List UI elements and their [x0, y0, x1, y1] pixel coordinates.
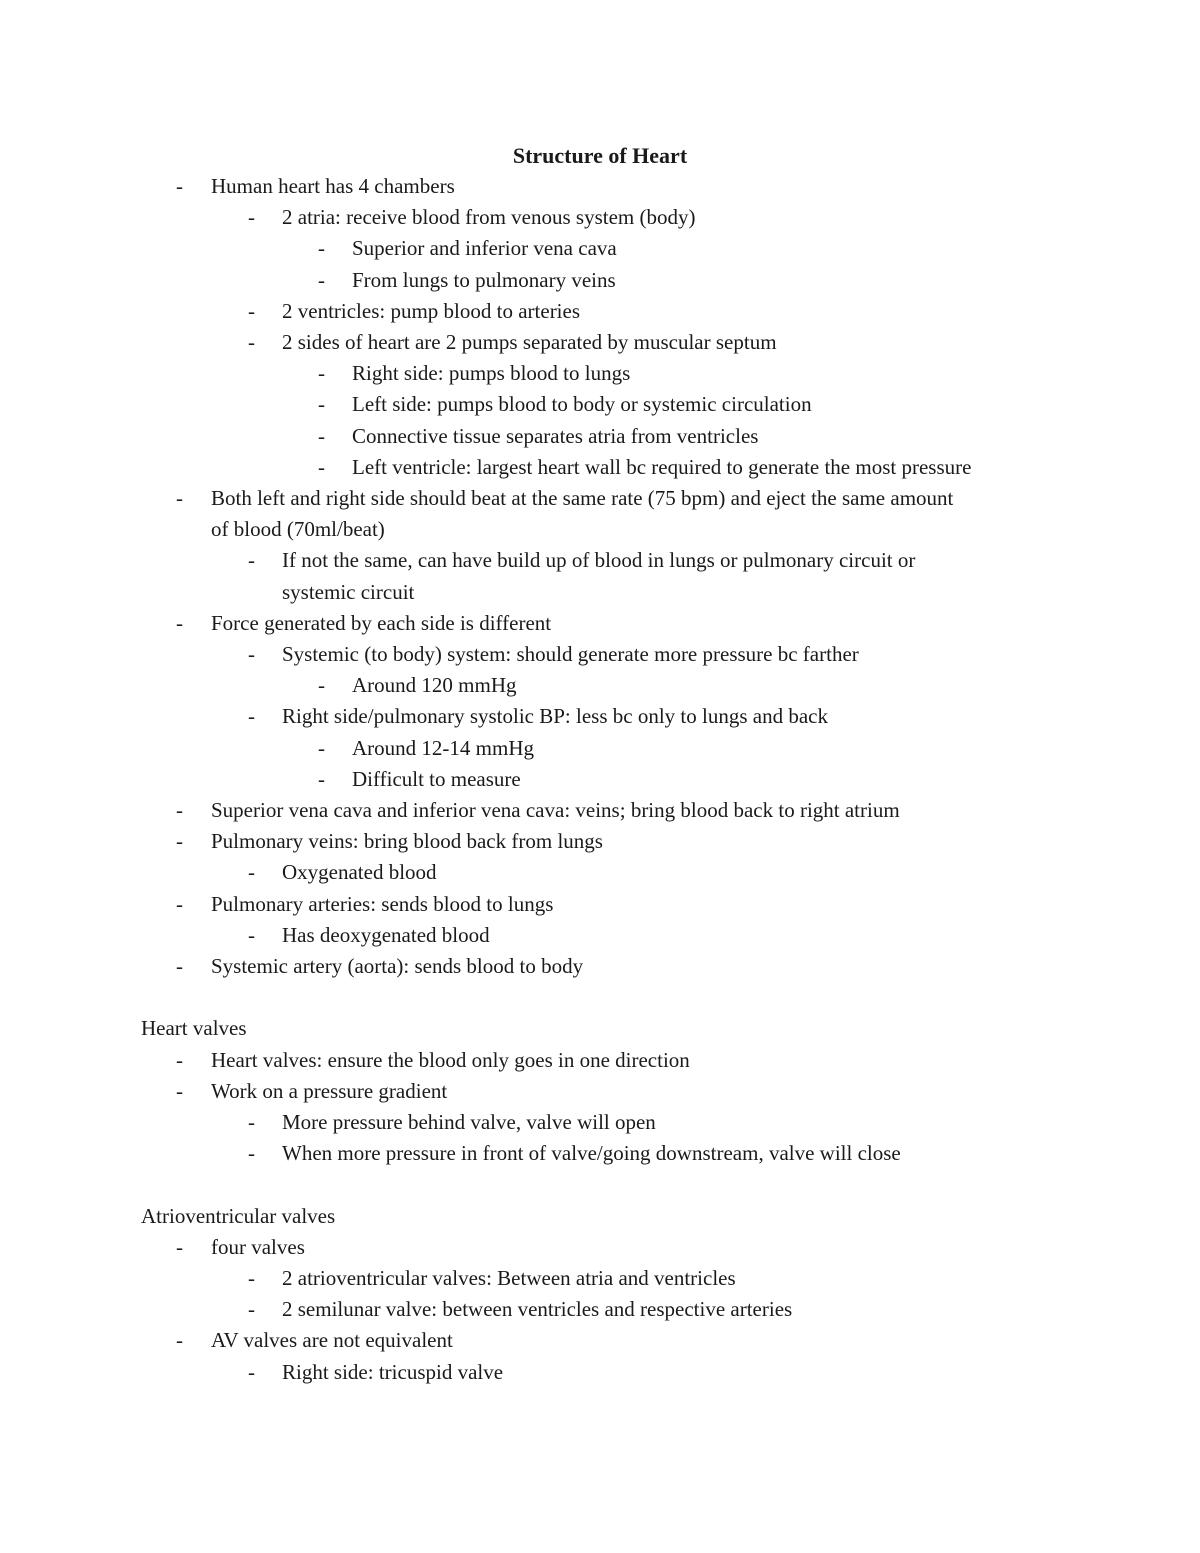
- bullet-dash: -: [248, 548, 255, 573]
- bullet-dash: -: [176, 891, 183, 916]
- bullet-dash: -: [318, 766, 325, 791]
- list-item-text-level-3: Left side: pumps blood to body or systemic circulation: [352, 392, 812, 417]
- list-item-text-level-2: When more pressure in front of valve/going downstream, valve will close: [282, 1141, 901, 1166]
- bullet-dash: -: [176, 1328, 183, 1353]
- bullet-dash: -: [176, 174, 183, 198]
- list-item-text-level-2: Has deoxygenated blood: [282, 922, 490, 947]
- list-item-text-level-1: Both left and right side should beat at the same rate (75 bpm) and eject the same amount: [211, 486, 954, 510]
- list-item-text-level-2: systemic circuit: [282, 579, 415, 604]
- list-item-text-level-1: Human heart has 4 chambers: [211, 174, 455, 198]
- bullet-dash: -: [248, 1297, 255, 1322]
- bullet-dash: -: [176, 1078, 183, 1103]
- list-item-text-level-3: Difficult to measure: [352, 766, 521, 791]
- list-item-text-level-2: 2 semilunar valve: between ventricles and respective arteries: [282, 1297, 793, 1322]
- list-item-text-level-2: Right side/pulmonary systolic BP: less bc only to lungs and back: [282, 704, 828, 729]
- list-item-text-level-3: Left ventricle: largest heart wall bc required to generate the most pressure: [352, 454, 972, 479]
- list-item-text-level-2: Systemic (to body) system: should generate more pressure bc farther: [282, 642, 859, 666]
- bullet-dash: -: [248, 1141, 255, 1166]
- section-heading: Heart valves: [141, 1016, 247, 1041]
- bullet-dash: -: [248, 298, 255, 323]
- bullet-dash: -: [176, 798, 183, 822]
- bullet-dash: -: [176, 829, 183, 854]
- list-item-text-level-3: Right side: pumps blood to lungs: [352, 361, 631, 386]
- list-item-text-level-1: Heart valves: ensure the blood only goes in one direction: [211, 1047, 690, 1072]
- bullet-dash: -: [318, 361, 325, 386]
- bullet-dash: -: [248, 704, 255, 729]
- list-item-text-level-3: Around 120 mmHg: [352, 673, 517, 698]
- list-item-text-level-1: of blood (70ml/beat): [211, 517, 385, 542]
- list-item-text-level-2: If not the same, can have build up of blood in lungs or pulmonary circuit or: [282, 548, 916, 573]
- bullet-dash: -: [176, 486, 183, 510]
- list-item-text-level-3: Superior and inferior vena cava: [352, 236, 617, 261]
- bullet-dash: -: [248, 860, 255, 885]
- list-item-text-level-2: 2 atrioventricular valves: Between atria and ventricles: [282, 1266, 736, 1290]
- list-item-text-level-1: Force generated by each side is different: [211, 610, 552, 635]
- bullet-dash: -: [176, 954, 183, 978]
- bullet-dash: -: [318, 423, 325, 448]
- bullet-dash: -: [248, 642, 255, 666]
- list-item-text-level-3: Connective tissue separates atria from ventricles: [352, 423, 759, 448]
- list-item-text-level-2: 2 sides of heart are 2 pumps separated by muscular septum: [282, 330, 777, 354]
- bullet-dash: -: [248, 205, 255, 230]
- bullet-dash: -: [248, 1266, 255, 1290]
- list-item-text-level-3: From lungs to pulmonary veins: [352, 267, 616, 292]
- bullet-dash: -: [248, 1359, 255, 1384]
- bullet-dash: -: [176, 610, 183, 635]
- list-item-text-level-2: More pressure behind valve, valve will open: [282, 1110, 656, 1134]
- list-item-text-level-1: Pulmonary arteries: sends blood to lungs: [211, 891, 554, 916]
- list-item-text-level-3: Around 12-14 mmHg: [352, 735, 534, 760]
- list-item-text-level-2: 2 atria: receive blood from venous system (body): [282, 205, 696, 230]
- bullet-dash: -: [248, 922, 255, 947]
- list-item-text-level-1: Systemic artery (aorta): sends blood to body: [211, 954, 584, 978]
- bullet-dash: -: [248, 330, 255, 354]
- list-item-text-level-1: AV valves are not equivalent: [211, 1328, 453, 1353]
- bullet-dash: -: [248, 1110, 255, 1134]
- list-item-text-level-2: Oxygenated blood: [282, 860, 437, 885]
- bullet-dash: -: [318, 236, 325, 261]
- bullet-dash: -: [318, 454, 325, 479]
- list-item-text-level-2: Right side: tricuspid valve: [282, 1359, 504, 1384]
- list-item-text-level-1: Superior vena cava and inferior vena cava: veins; bring blood back to right atrium: [211, 798, 900, 822]
- section-heading: Atrioventricular valves: [141, 1203, 336, 1228]
- bullet-dash: -: [318, 267, 325, 292]
- list-item-text-level-1: Pulmonary veins: bring blood back from lungs: [211, 829, 603, 854]
- list-item-text-level-1: Work on a pressure gradient: [211, 1078, 448, 1103]
- list-item-text-level-2: 2 ventricles: pump blood to arteries: [282, 298, 581, 323]
- list-item-text-level-1: four valves: [211, 1234, 305, 1259]
- bullet-dash: -: [318, 673, 325, 698]
- bullet-dash: -: [318, 735, 325, 760]
- bullet-dash: -: [318, 392, 325, 417]
- bullet-dash: -: [176, 1234, 183, 1259]
- page-title: Structure of Heart: [512, 143, 688, 168]
- bullet-dash: -: [176, 1047, 183, 1072]
